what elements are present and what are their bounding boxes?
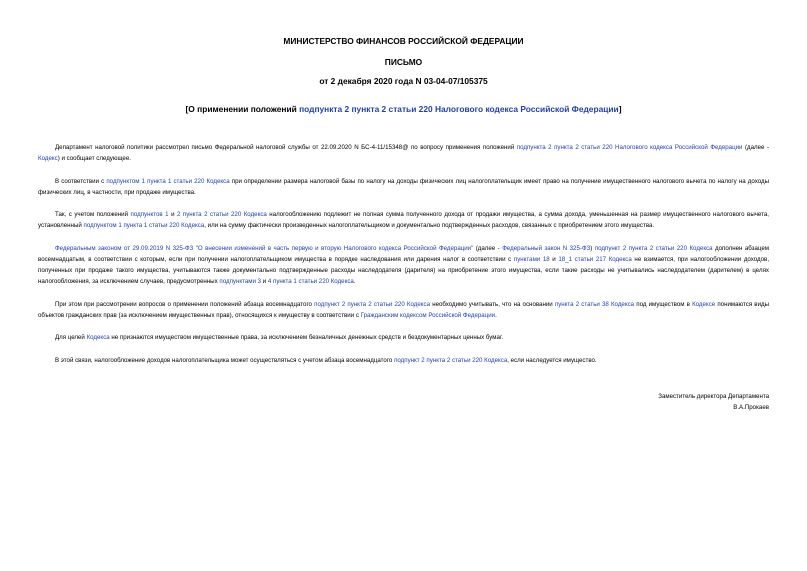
text: (далее - <box>473 244 503 252</box>
link-federal-law-325-short[interactable]: Федеральный закон N 325-ФЗ <box>502 244 591 252</box>
signatory-position: Заместитель директора Департамента <box>658 393 769 400</box>
paragraph-6 <box>38 332 769 343</box>
subject-text-close: ] <box>618 104 622 114</box>
link-subparagraph-2-article-220[interactable]: подпункт 2 пункта 2 статьи 220 Кодекса <box>394 356 508 364</box>
link-subparagraphs-3[interactable]: подпунктами 3 <box>219 278 262 286</box>
text: Для целей <box>55 334 87 342</box>
paragraph-4 <box>38 243 769 288</box>
text: дополнен абзацем восемнадцатым, в соответствии с которым, если при получении налогоплательщиком имущества в порядке наследования или дарения налог в соответствии с <box>38 244 769 263</box>
text: , или на сумму фактически произведенных налогоплательщиком и документально подтвержденных расходов, связанных с приобретением этого имущества. <box>204 222 655 230</box>
paragraph-2 <box>38 176 769 198</box>
text: при определении размера налоговой базы по налогу на доходы физических лиц налогоплательщик имеет право на получение имущественного налогового вычета по налогу на доходы физических лиц, в частности, при продаже имущества. <box>38 177 769 196</box>
link-subparagraph-2-article-220-tax-code[interactable]: подпункта 2 пункта 2 статьи 220 Налогового кодекса Российской Федерации <box>516 144 743 151</box>
link-subparagraph-1-article-220[interactable]: подпунктом 1 пункта 1 статьи 220 Кодекса <box>83 222 205 230</box>
link-paragraphs-18[interactable]: пунктами 18 <box>513 255 550 263</box>
text: не признаются имуществом имущественные права, за исключением безналичных денежных средств и бездокументарных ценных бумаг. <box>109 334 504 342</box>
link-code[interactable]: Кодекс <box>38 155 58 163</box>
text: При этом при рассмотрении вопросов о применении положений абзаца восемнадцатого <box>55 300 315 308</box>
text: под имуществом в <box>634 300 693 308</box>
paragraph-1 <box>38 142 769 164</box>
paragraph-7 <box>38 355 769 366</box>
paragraph-5 <box>38 299 769 321</box>
text: ) и сообщает следующее. <box>57 155 131 163</box>
document-date-number: от 2 декабря 2020 года N 03-04-07/105375 <box>319 76 488 86</box>
link-4-paragraph-1-article-220[interactable]: 4 пункта 1 статьи 220 Кодекса <box>267 278 354 286</box>
text: Департамент налоговой политики рассмотрел письмо Федеральной налоговой службы от 22.09.2020 N БС-4-11/15348@ по вопросу применения положений <box>55 144 517 151</box>
text: . <box>495 311 497 319</box>
ministry-heading: МИНИСТЕРСТВО ФИНАНСОВ РОССИЙСКОЙ ФЕДЕРАЦИИ <box>283 36 524 46</box>
document-type: ПИСЬМО <box>384 57 423 67</box>
text: . <box>353 278 356 286</box>
link-2-paragraph-2-article-220[interactable]: 2 пункта 2 статьи 220 Кодекса <box>177 211 267 219</box>
link-18-1-article-217[interactable]: 18_1 статьи 217 Кодекса <box>558 255 632 263</box>
text: В этой связи, налогообложение доходов налогоплательщика может осуществляться с учетом абзаца восемнадцатого <box>55 356 395 364</box>
link-code[interactable]: Кодекса <box>86 334 110 342</box>
link-federal-law-325[interactable]: Федеральным законом от 29.09.2019 N 325-ФЗ "О внесении изменений в часть первую и вторую Налогового кодекса Российской Федерации" <box>55 244 474 252</box>
link-subparagraphs-1[interactable]: подпунктов 1 <box>130 211 169 219</box>
text: и <box>168 211 177 219</box>
text: и <box>549 255 559 263</box>
text: необходимо учитывать, что на основании <box>430 300 555 308</box>
text: налогообложению подлежит не полная сумма полученного дохода от продажи имущества, а сумма дохода, уменьшенная на размер имущественного налогового вычета, установленный <box>38 211 770 230</box>
text: и <box>261 278 268 286</box>
text: (далее - <box>742 144 770 151</box>
link-civil-code[interactable]: Гражданским кодексом Российской Федерации <box>360 311 496 319</box>
link-subparagraph-1-article-220[interactable]: подпунктом 1 пункта 1 статьи 220 Кодекса <box>106 177 230 185</box>
text: не взимается, при налогообложении доходов, полученных при продаже такого имущества, учитываются также документально подтвержденные расходы наследодателя (дарителя) на приобретение этого имущества, если такие расходы не учитывались наследодателем (дарителем) в целях налогообложения, за исключением случаев, предусмотренных <box>38 255 770 286</box>
link-subparagraph-2-article-220[interactable]: подпункт 2 пункта 2 статьи 220 Кодекса <box>594 244 713 252</box>
subject-link[interactable]: подпункта 2 пункта 2 статьи 220 Налогового кодекса Российской Федерации <box>299 104 619 114</box>
signature-block <box>658 391 769 413</box>
text: Так, с учетом положений <box>55 211 131 219</box>
link-subparagraph-2-article-220[interactable]: подпункт 2 пункта 2 статьи 220 Кодекса <box>314 300 431 308</box>
subject-text: [О применении положений <box>185 104 300 114</box>
signatory-name: В.А.Прокаев <box>733 404 769 412</box>
text: ) <box>590 244 595 252</box>
link-code[interactable]: Кодексе <box>692 300 716 308</box>
text: В соответствии с <box>55 177 107 185</box>
link-paragraph-2-article-38[interactable]: пункта 2 статьи 38 Кодекса <box>554 300 635 308</box>
text: понимаются виды объектов гражданских прав (за исключением имущественных прав), относящихся к имуществу в соответствии с <box>38 300 769 319</box>
text: , если наследуется имущество. <box>507 356 597 364</box>
paragraph-3 <box>38 209 769 231</box>
document-subject <box>0 104 807 114</box>
letter-body <box>38 142 769 377</box>
